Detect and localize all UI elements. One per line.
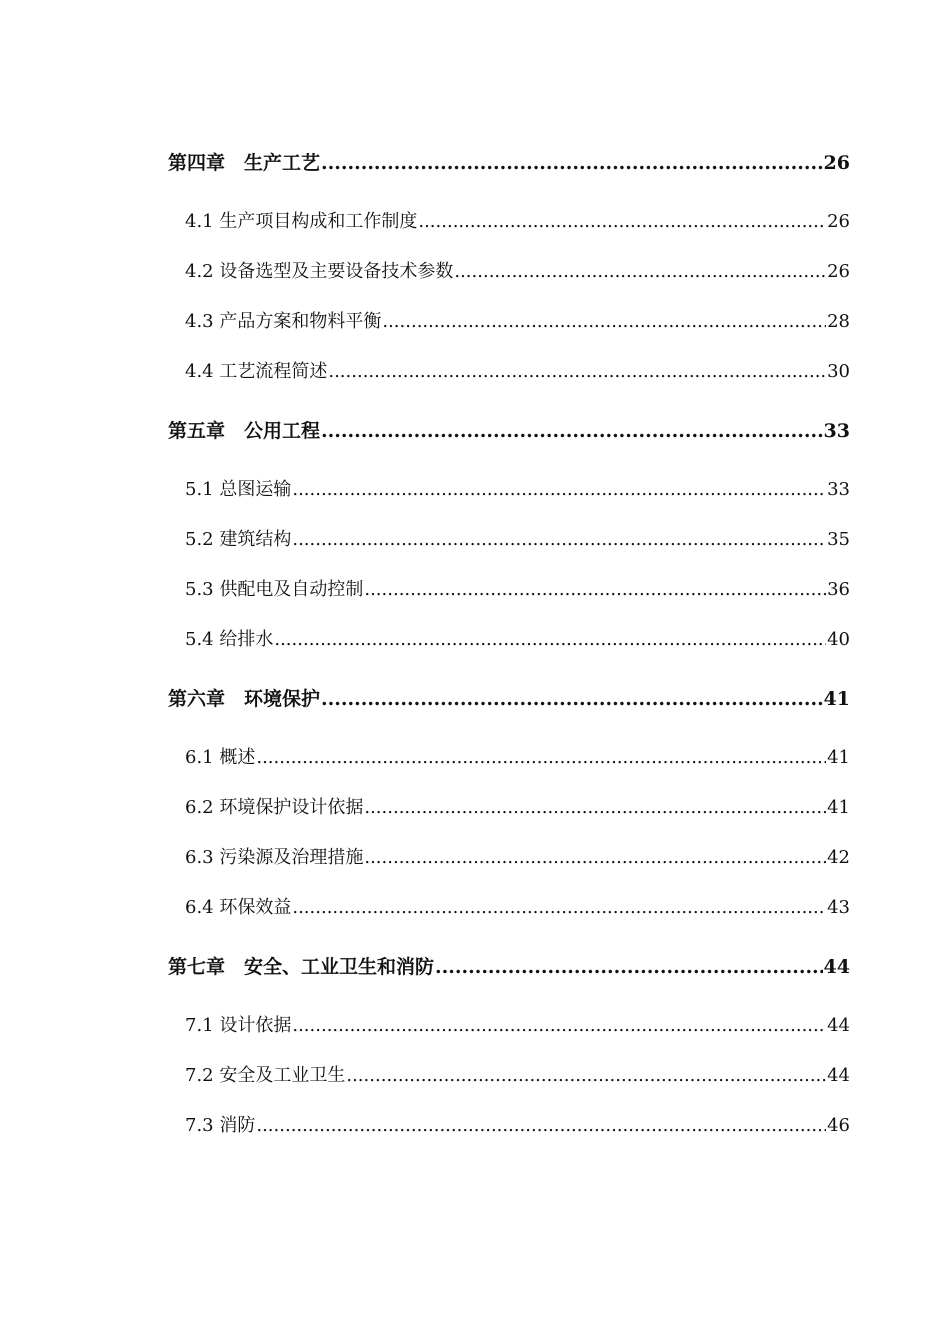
toc-page-number: 40 — [827, 629, 850, 650]
dot-leader — [454, 261, 826, 282]
dot-leader — [292, 529, 826, 550]
toc-page-number: 41 — [827, 797, 850, 818]
toc-entry-title: 第六章 环境保护 — [168, 688, 321, 710]
dot-leader — [418, 211, 826, 232]
toc-entry-title: 5.2 建筑结构 — [185, 529, 292, 550]
toc-entry-title: 7.3 消防 — [185, 1115, 256, 1136]
toc-entry-title: 5.4 给排水 — [185, 629, 274, 650]
toc-entry-title: 4.2 设备选型及主要设备技术参数 — [185, 261, 454, 282]
toc-page-number: 26 — [827, 211, 850, 232]
toc-page-number: 44 — [827, 1015, 850, 1036]
toc-section-6-3[interactable] — [168, 843, 850, 873]
toc-section-7-3[interactable] — [168, 1111, 850, 1141]
toc-entry-title: 4.1 生产项目构成和工作制度 — [185, 211, 418, 232]
toc-page-number: 26 — [827, 261, 850, 282]
toc-entry-title: 6.4 环保效益 — [185, 897, 292, 918]
toc-entry-title: 5.1 总图运输 — [185, 479, 292, 500]
toc-entry-title: 7.2 安全及工业卫生 — [185, 1065, 346, 1086]
toc-page-number: 41 — [827, 747, 850, 768]
toc-page-number: 44 — [823, 956, 850, 978]
toc-entry-title: 第四章 生产工艺 — [168, 152, 321, 174]
toc-chapter-5[interactable] — [168, 416, 850, 446]
toc-section-6-2[interactable] — [168, 793, 850, 823]
toc-entry-title: 第七章 安全、工业卫生和消防 — [168, 956, 435, 978]
toc-entry-title: 4.4 工艺流程简述 — [185, 361, 328, 382]
toc-section-6-1[interactable] — [168, 743, 850, 773]
toc-section-4-3[interactable] — [168, 307, 850, 337]
dot-leader — [274, 629, 826, 650]
dot-leader — [321, 420, 823, 442]
toc-page-number: 46 — [827, 1115, 850, 1136]
toc-section-5-3[interactable] — [168, 575, 850, 605]
dot-leader — [256, 747, 826, 768]
toc-section-4-2[interactable] — [168, 257, 850, 287]
toc-page-number: 44 — [827, 1065, 850, 1086]
toc-page-number: 35 — [827, 529, 850, 550]
toc-chapter-4[interactable] — [168, 148, 850, 178]
dot-leader — [364, 579, 826, 600]
toc-section-4-1[interactable] — [168, 207, 850, 237]
dot-leader — [256, 1115, 826, 1136]
toc-entry-title: 6.2 环境保护设计依据 — [185, 797, 364, 818]
toc-page-number: 28 — [827, 311, 850, 332]
toc-page-number: 43 — [827, 897, 850, 918]
dot-leader — [321, 688, 823, 710]
toc-page-number: 42 — [827, 847, 850, 868]
toc-section-7-1[interactable] — [168, 1011, 850, 1041]
toc-page-number: 33 — [827, 479, 850, 500]
dot-leader — [292, 1015, 826, 1036]
toc-section-5-4[interactable] — [168, 625, 850, 655]
toc-entry-title: 4.3 产品方案和物料平衡 — [185, 311, 382, 332]
dot-leader — [328, 361, 826, 382]
toc-page-number: 26 — [823, 152, 850, 174]
toc-section-6-4[interactable] — [168, 893, 850, 923]
dot-leader — [364, 847, 826, 868]
dot-leader — [292, 479, 826, 500]
dot-leader — [321, 152, 823, 174]
dot-leader — [435, 956, 823, 978]
dot-leader — [382, 311, 826, 332]
toc-section-7-2[interactable] — [168, 1061, 850, 1091]
toc-entry-title: 第五章 公用工程 — [168, 420, 321, 442]
toc-entry-title: 7.1 设计依据 — [185, 1015, 292, 1036]
dot-leader — [292, 897, 826, 918]
table-of-contents — [168, 0, 850, 1344]
toc-entry-title: 6.1 概述 — [185, 747, 256, 768]
toc-section-5-1[interactable] — [168, 475, 850, 505]
dot-leader — [346, 1065, 826, 1086]
toc-chapter-7[interactable] — [168, 952, 850, 982]
toc-section-4-4[interactable] — [168, 357, 850, 387]
toc-page-number: 30 — [827, 361, 850, 382]
toc-entry-title: 5.3 供配电及自动控制 — [185, 579, 364, 600]
dot-leader — [364, 797, 826, 818]
toc-page-number: 33 — [823, 420, 850, 442]
toc-page-number: 41 — [823, 688, 850, 710]
toc-section-5-2[interactable] — [168, 525, 850, 555]
toc-chapter-6[interactable] — [168, 684, 850, 714]
toc-page-number: 36 — [827, 579, 850, 600]
toc-entry-title: 6.3 污染源及治理措施 — [185, 847, 364, 868]
